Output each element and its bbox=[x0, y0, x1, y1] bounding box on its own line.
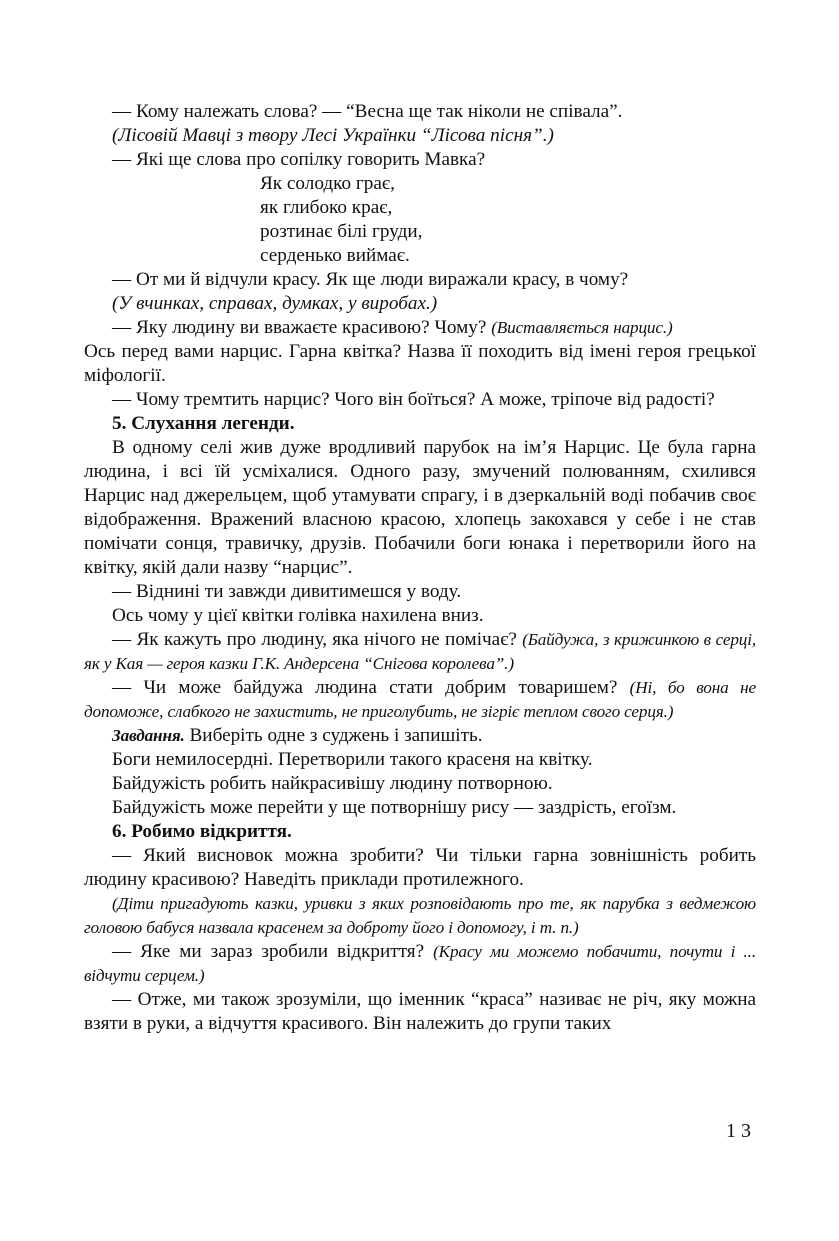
poem-quote bbox=[84, 172, 756, 268]
dialogue-line bbox=[84, 316, 756, 340]
dialogue-line: — Які ще слова про сопілку говорить Мавка? bbox=[112, 149, 486, 170]
dialogue-line bbox=[84, 676, 756, 724]
question-text: — Яку людину ви вважаєте красивою? Чому? bbox=[112, 317, 492, 338]
dialogue-line: — Віднині ти завжди дивитимешся у воду. bbox=[112, 581, 462, 602]
poem-line: як глибоко крає, bbox=[260, 197, 393, 218]
paragraph: Ось перед вами нарцис. Гарна квітка? Назва її походить від імені героя грецької міфології. bbox=[84, 341, 756, 386]
question-text: — Яке ми зараз зробили відкриття? bbox=[112, 941, 434, 962]
task-text: Виберіть одне з суджень і запишіть. bbox=[184, 725, 483, 746]
judgment-option: Боги немилосердні. Перетворили такого красеня на квітку. bbox=[112, 749, 593, 770]
task-label: Завдання. bbox=[112, 726, 185, 745]
section-heading: 6. Робимо відкриття. bbox=[112, 821, 292, 842]
legend-paragraph: В одному селі жив дуже вродливий парубок на ім’я Нарцис. Це була гарна людина, і всі їй усміхалися. Одного разу, змучений полюванням, схилився Нарцис над джерельцем, щоб утамувати спрагу, і в дзеркальній воді побачив своє відображення. Вражений власною красою, хлопець закохався у себе і не став помічати сонця, травичку, друзів. Побачили боги юнака і перетворили його на квітку, якій дали назву “нарцис”. bbox=[84, 437, 756, 578]
question-text: — Як кажуть про людину, яка нічого не помічає? bbox=[112, 629, 523, 650]
poem-line: серденько виймає. bbox=[260, 245, 410, 266]
dialogue-line: — Отже, ми також зрозуміли, що іменник “краса” називає не річ, яку можна взяти в руки, а відчуття красивого. Він належить до групи таких bbox=[84, 989, 756, 1034]
stage-note: (Виставляється нарцис.) bbox=[491, 318, 673, 337]
task-line bbox=[84, 724, 756, 748]
page-text bbox=[84, 100, 756, 1036]
question-text: — Чи може байдужа людина стати добрим товаришем? bbox=[112, 677, 630, 698]
answer-note: (Красу ми можемо побачити, почути і ... відчути серцем.) bbox=[84, 942, 756, 985]
poem-line: розтинає білі груди, bbox=[260, 221, 423, 242]
section-heading: 5. Слухання легенди. bbox=[112, 413, 295, 434]
paragraph: Ось чому у цієї квітки голівка нахилена вниз. bbox=[112, 605, 484, 626]
dialogue-line bbox=[84, 628, 756, 676]
answer-note: (Діти пригадують казки, уривки з яких розповідають про те, як парубка з ведмежою головою бабуся назвала красенем за доброту його і допомогу, і т. п.) bbox=[84, 894, 756, 937]
dialogue-line: — От ми й відчули красу. Як ще люди виражали красу, в чому? bbox=[112, 269, 629, 290]
dialogue-line bbox=[84, 940, 756, 988]
dialogue-line: — Який висновок можна зробити? Чи тільки гарна зовнішність робить людину красивою? Наведіть приклади протилежного. bbox=[84, 845, 756, 890]
answer-note: (У вчинках, справах, думках, у виробах.) bbox=[112, 293, 438, 314]
answer-note: (Ні, бо вона не допоможе, слабкого не захистить, не приголубить, не зігріє теплом свого серця.) bbox=[84, 678, 756, 721]
page-number: 13 bbox=[726, 1120, 756, 1142]
answer-note: (Байдужа, з крижинкою в серці, як у Кая — героя казки Г.К. Андерсена “Снігова королева”.) bbox=[84, 630, 756, 673]
judgment-option: Байдужість може перейти у ще потворнішу рису — заздрість, егоїзм. bbox=[112, 797, 677, 818]
poem-line: Як солодко грає, bbox=[260, 173, 395, 194]
answer-note: (Лісовій Мавці з твору Лесі Українки “Лісова пісня”.) bbox=[112, 125, 554, 146]
dialogue-line: — Чому тремтить нарцис? Чого він боїться? А може, тріпоче від радості? bbox=[112, 389, 715, 410]
judgment-option: Байдужість робить найкрасивішу людину потворною. bbox=[112, 773, 553, 794]
dialogue-line: — Кому належать слова? — “Весна ще так ніколи не співала”. bbox=[112, 101, 623, 122]
